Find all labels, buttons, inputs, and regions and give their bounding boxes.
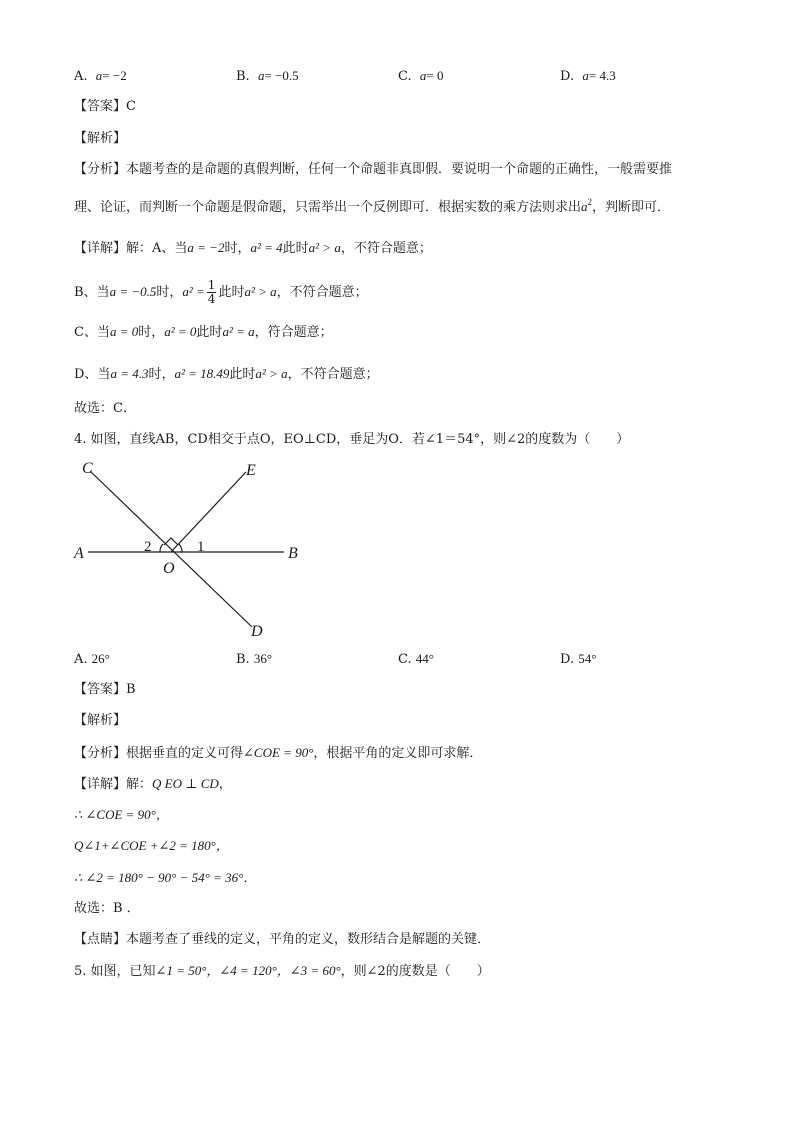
q3-choose: 故选：C．	[74, 401, 136, 416]
label-o: O	[163, 560, 175, 577]
q4-option-c: C. 44°	[398, 651, 434, 667]
line-cd	[90, 471, 252, 627]
label-d: D	[251, 623, 263, 640]
q3-option-b: B. a= −0.5	[236, 68, 299, 84]
q4-choose: 故选：B ．	[74, 901, 140, 916]
q3-analysis-heading: 【解析】	[74, 131, 127, 146]
q4-figure	[70, 455, 310, 645]
q3-option-d: D. a= 4.3	[560, 68, 616, 84]
q4-detail-3: Q∠1+∠COE +∠2 = 180°，	[74, 838, 229, 853]
q4-option-b: B. 36°	[236, 651, 273, 667]
q3-answer: 【答案】C	[74, 99, 136, 114]
q4-stem: 4. 如图，直线AB，CD相交于点O，EO⊥CD，垂足为O．若∠1＝54°，则∠2的度数为（ ）	[74, 432, 630, 447]
label-angle-2: 2	[144, 539, 152, 555]
q4-detail-4: ∴ ∠2 = 180° − 90° − 54° = 36°．	[74, 870, 257, 885]
label-angle-1: 1	[197, 539, 205, 555]
q4-option-d: D. 54°	[560, 651, 597, 667]
label-b: B	[288, 545, 298, 562]
label-c: C	[82, 460, 93, 477]
q4-answer: 【答案】B	[74, 682, 136, 697]
q4-detail-2: ∴ ∠COE = 90°，	[74, 807, 169, 822]
q3-fenxi-line2: 理、论证，而判断一个命题是假命题，只需举出一个反例即可．根据实数的乘方法则求出$a^2$，判断即可．	[74, 196, 671, 215]
q4-fenxi: 【分析】根据垂直的定义可得∠COE = 90°，根据平角的定义即可求解．	[74, 745, 483, 761]
q4-option-a: A. 26°	[74, 651, 110, 667]
q3-detail-d: D、当a = 4.3时，a² = 18.49此时a² > a，不符合题意；	[74, 366, 379, 382]
angle-1-arc	[179, 544, 182, 552]
q3-detail-a: 【详解】解：A、当a = −2时，a² = 4此时a² > a，不符合题意；	[74, 240, 432, 256]
q3-detail-c: C、当a = 0时，a² = 0此时a² = a，符合题意；	[74, 324, 333, 340]
q4-analysis-heading: 【解析】	[74, 713, 127, 728]
q3-fenxi-line1: 【分析】本题考查的是命题的真假判断，任何一个命题非真即假．要说明一个命题的正确性，一般需要推	[74, 162, 673, 177]
q3-option-a: A. a= −2	[74, 68, 127, 84]
angle-2-arc	[160, 544, 163, 552]
q5-stem: 5. 如图，已知∠1 = 50°，∠4 = 120°，∠3 = 60°，则∠2的度数是（ ）	[74, 963, 490, 979]
q3-option-c: C. a= 0	[398, 68, 444, 84]
label-a: A	[74, 545, 84, 562]
label-e: E	[246, 462, 256, 479]
fraction-one-quarter: $\frac{1}{4}$	[207, 278, 216, 306]
q4-dianjing: 【点睛】本题考查了垂线的定义，平角的定义，数形结合是解题的关键．	[74, 932, 491, 947]
ray-oe	[171, 472, 246, 552]
q4-detail-1: 【详解】解：Q EO ⊥ CD，	[74, 776, 232, 792]
q3-detail-b: B、当a = −0.5时，a² = $\frac{1}{4}$ 此时a² > a，不符合题意；	[74, 278, 368, 306]
